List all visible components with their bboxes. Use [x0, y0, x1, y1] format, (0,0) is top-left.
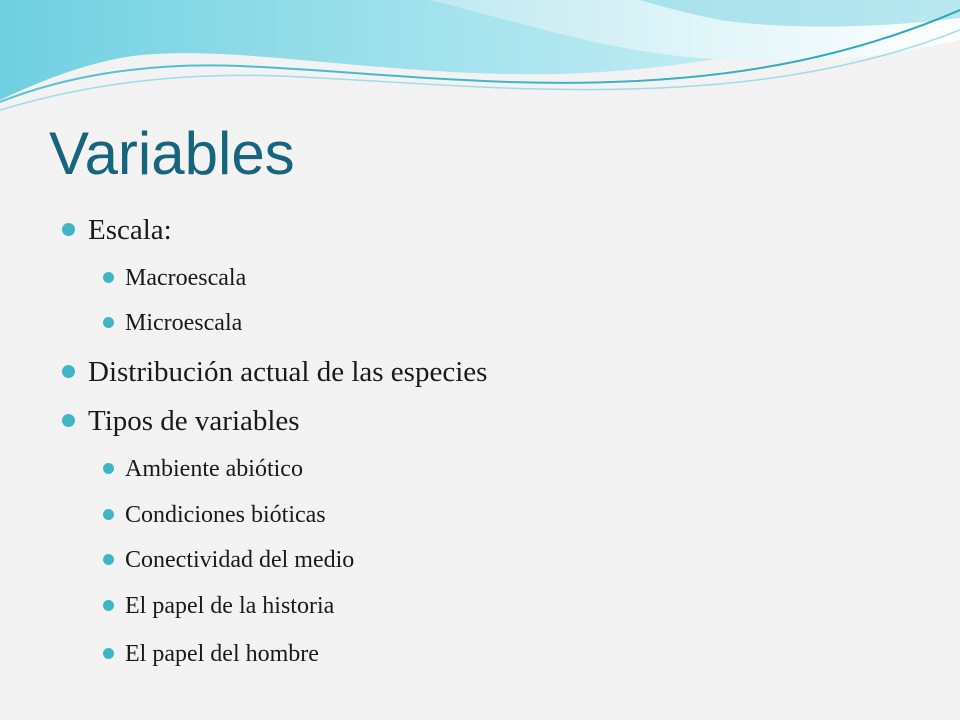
bullet-text: El papel del hombre: [125, 641, 319, 667]
bullet-item-distribucion: [88, 355, 487, 389]
bullet-item-macroescala: [125, 264, 246, 292]
bullet-item-conectividad: [125, 546, 354, 574]
bullet-dot-icon: [103, 600, 114, 611]
bullet-dot-icon: [103, 554, 114, 565]
bullet-dot-icon: [103, 272, 114, 283]
bullet-item-historia: [125, 592, 334, 620]
bullet-dot-icon: [62, 223, 75, 236]
bullet-dot-icon: [103, 648, 114, 659]
bullet-dot-icon: [62, 365, 75, 378]
bullet-text: Distribución actual de las especies: [88, 356, 488, 388]
bullet-text: Condiciones bióticas: [125, 502, 326, 528]
bullet-text: Tipos de variables: [88, 405, 300, 437]
bullet-item-hombre: [125, 640, 319, 668]
bullet-text: Macroescala: [125, 265, 247, 291]
bullet-text: Conectividad del medio: [125, 547, 355, 573]
bullet-dot-icon: [103, 317, 114, 328]
bullet-text: Escala:: [88, 214, 172, 246]
bullet-text: Microescala: [125, 310, 243, 336]
bullet-dot-icon: [103, 463, 114, 474]
bullet-item-condiciones: [125, 501, 326, 529]
bullet-item-tipos: [88, 404, 300, 438]
bullet-text: Ambiente abiótico: [125, 456, 303, 482]
bullet-dot-icon: [103, 509, 114, 520]
bullet-item-microescala: [125, 309, 242, 337]
bullet-dot-icon: [62, 414, 75, 427]
bullet-item-ambiente: [125, 455, 303, 483]
bullet-item-escala: [88, 213, 172, 247]
slide-title: Variables: [49, 120, 295, 187]
bullet-text: El papel de la historia: [125, 593, 335, 619]
